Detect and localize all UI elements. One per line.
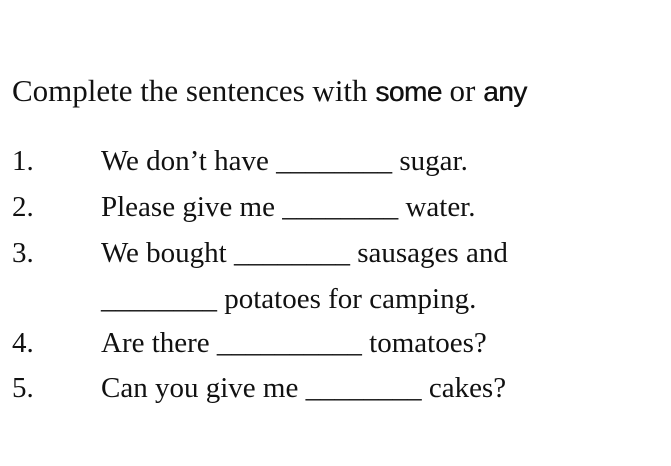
- item-number: 4.: [12, 327, 34, 359]
- item-sentence: Can you give me ________ cakes?: [101, 372, 507, 404]
- item-number: 3.: [12, 237, 34, 269]
- item-sentence: Please give me ________ water.: [101, 191, 476, 223]
- item-sentence-continued: ________ potatoes for camping.: [101, 283, 477, 315]
- item-number: 2.: [12, 191, 34, 223]
- instruction-prefix: Complete the sentences with: [12, 73, 376, 108]
- instruction-heading: [12, 72, 527, 111]
- item-number: 1.: [12, 145, 34, 177]
- item-sentence: We don’t have ________ sugar.: [101, 145, 468, 177]
- item-sentence: We bought ________ sausages and: [101, 237, 508, 269]
- keyword-any: any: [483, 76, 527, 107]
- instruction-middle: or: [441, 73, 484, 108]
- item-number: 5.: [12, 372, 34, 404]
- item-sentence: Are there __________ tomatoes?: [101, 327, 487, 359]
- keyword-some: some: [375, 76, 442, 107]
